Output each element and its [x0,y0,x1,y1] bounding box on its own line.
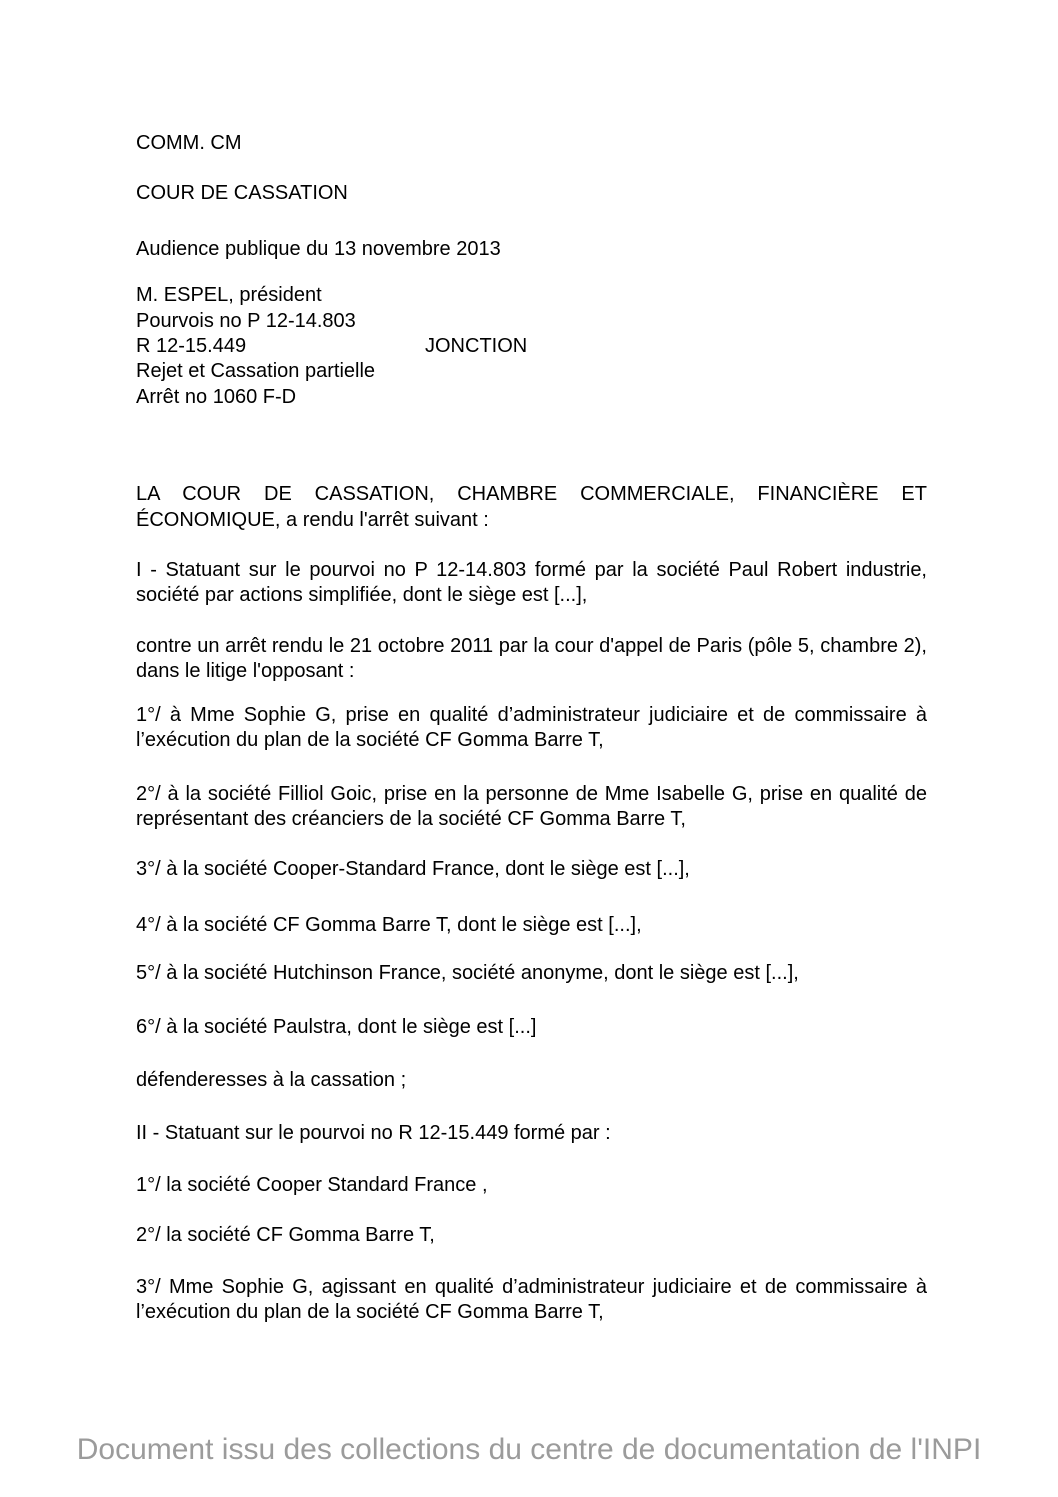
pourvois-line: Pourvois no P 12-14.803 [136,309,356,332]
court-name: COUR DE CASSATION [136,182,348,205]
contested-ruling: contre un arrêt rendu le 21 octobre 2011 par la cour d'appel de Paris (pôle 5, chambre 2), dans le litige l'opposant : [136,634,927,683]
pourvoi-i-statement: I - Statuant sur le pourvoi no P 12-14.803 formé par la société Paul Robert industrie, société par actions simplifiée, dont le siège est [...], [136,559,927,607]
second-pourvoi-number: R 12-15.449 [136,335,247,358]
arret-number-line: Arrêt no 1060 F-D [136,385,297,408]
hearing-date: Audience publique du 13 novembre 2013 [136,237,501,260]
president-line: M. ESPEL, président [136,284,322,307]
jonction-line [136,334,927,359]
pourvoi-ii-statement: II - Statuant sur le pourvoi no R 12-15.449 formé par : [136,1122,611,1145]
chamber-intro: LA COUR DE CASSATION, CHAMBRE COMMERCIALE, FINANCIÈRE ET ÉCONOMIQUE, a rendu l'arrêt suivant : [136,483,927,531]
case-info-block [136,283,927,410]
defendant-1: 1°/ à Mme Sophie G, prise en qualité d’administrateur judiciaire et de commissaire à l’exécution du plan de la société CF Gomma Barre T, [136,703,927,752]
decision-nature-line: Rejet et Cassation partielle [136,360,376,383]
defendant-2: 2°/ à la société Filliol Goic, prise en la personne de Mme Isabelle G, prise en qualité de représentant des créanciers de la société CF Gomma Barre T, [136,782,927,830]
petitioner-2: 2°/ la société CF Gomma Barre T, [136,1224,435,1247]
petitioner-1: 1°/ la société Cooper Standard France , [136,1173,488,1196]
petitioner-3: 3°/ Mme Sophie G, agissant en qualité d’administrateur judiciaire et de commissaire à l’exécution du plan de la société CF Gomma Barre T, [136,1275,927,1323]
defendants-status: défenderesses à la cassation ; [136,1068,407,1091]
defendant-6: 6°/ à la société Paulstra, dont le siège est [...] [136,1015,537,1038]
inpi-watermark: Document issu des collections du centre de documentation de l'INPI [76,1433,982,1466]
case-classification: COMM. CM [136,132,242,154]
document-body [136,131,927,1325]
defendant-4: 4°/ à la société CF Gomma Barre T, dont le siège est [...], [136,913,642,936]
jonction-label: JONCTION [425,335,528,358]
defendant-3: 3°/ à la société Cooper-Standard France, dont le siège est [...], [136,858,690,881]
defendant-5: 5°/ à la société Hutchinson France, société anonyme, dont le siège est [...], [136,962,799,985]
